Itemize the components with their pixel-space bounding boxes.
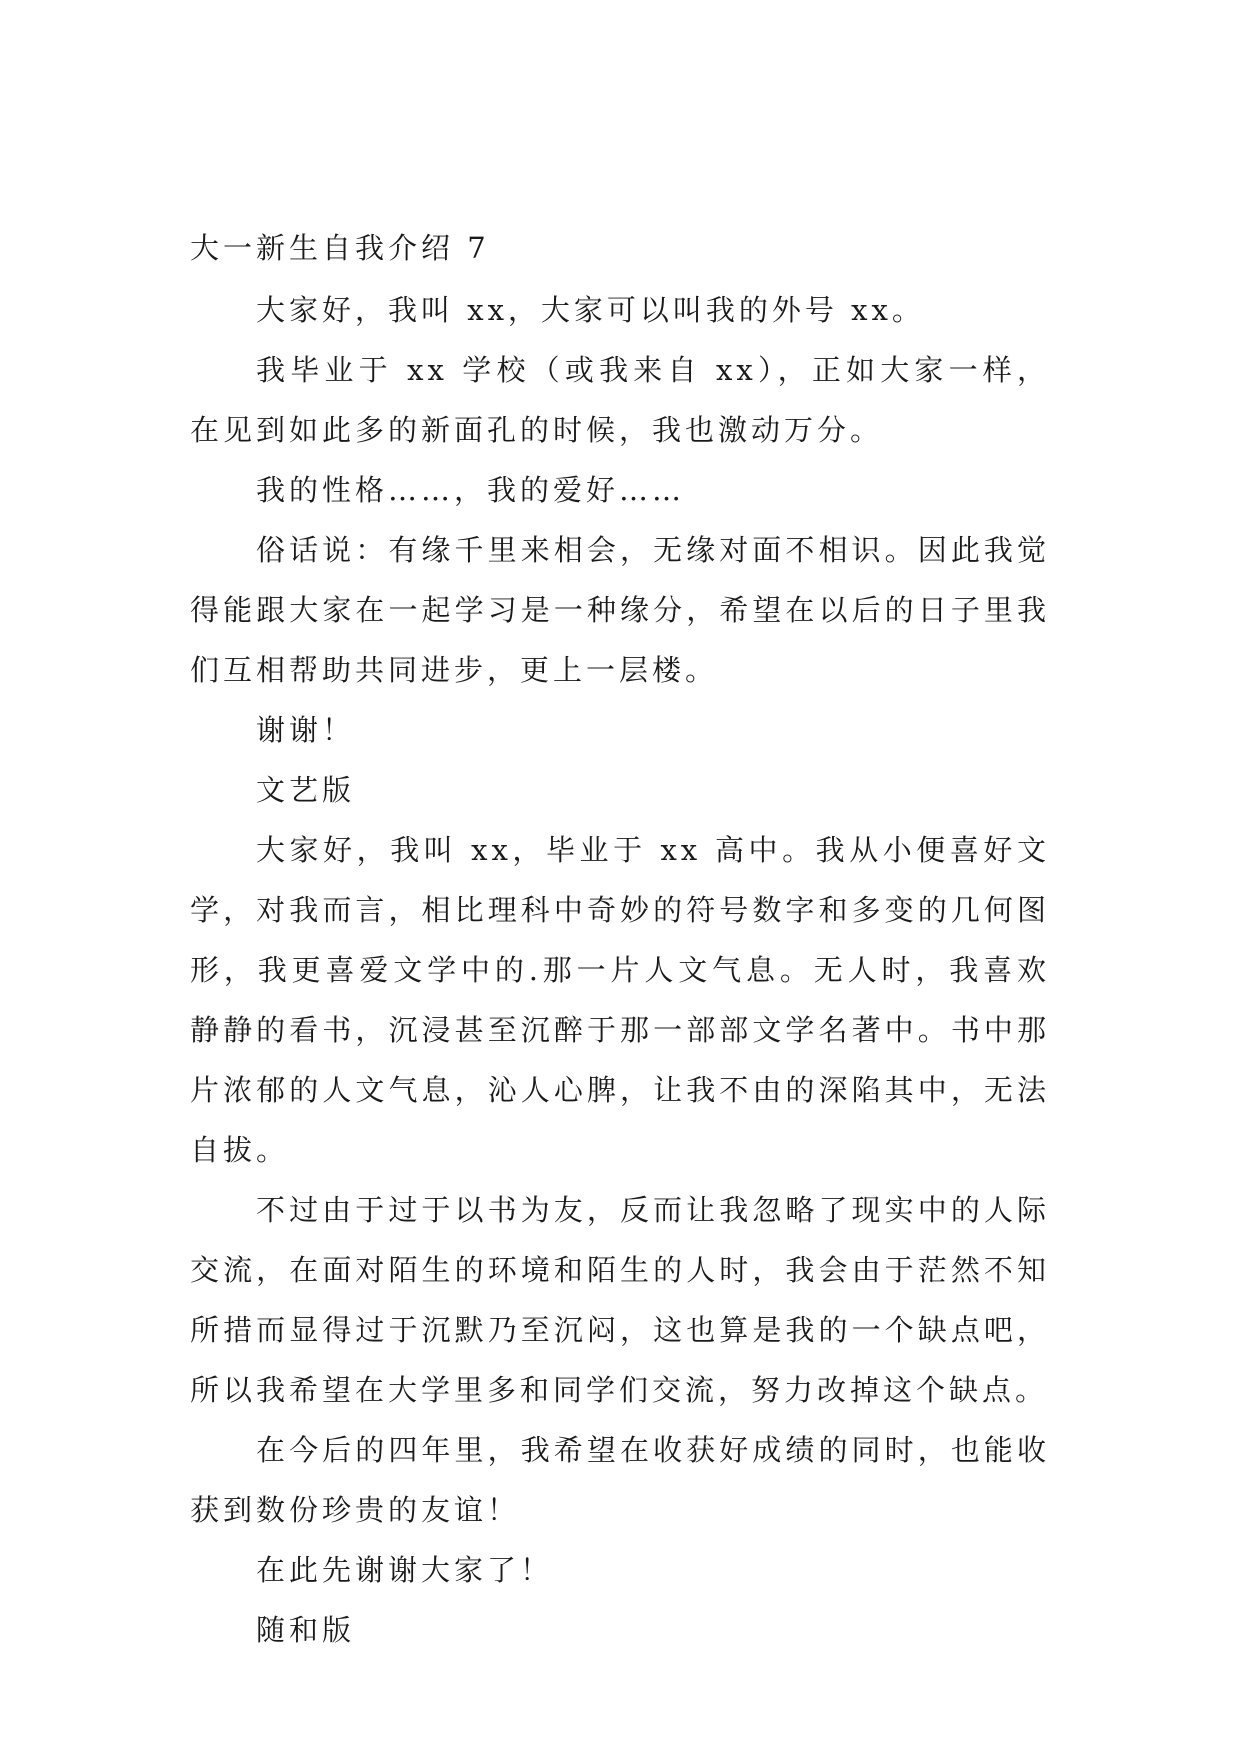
paragraph: 我的性格……，我的爱好…… bbox=[256, 473, 686, 507]
paragraph: 大家好，我叫 xx，毕业于 xx 高中。我从小便喜好文学，对我而言，相比理科中奇妙的符号数字和多变的几何图形，我更喜爱文学中的.那一片人文气息。无人时，我喜欢静静的看书，沉浸甚至沉醉于那一部部文学名著中。书中那片浓郁的人文气息，沁人心脾，让我不由的深陷其中，无法自拔。 bbox=[190, 833, 1050, 1167]
paragraph: 我毕业于 xx 学校（或我来自 xx），正如大家一样，在见到如此多的新面孔的时候，我也激动万分。 bbox=[190, 353, 1050, 447]
section-heading: 随和版 bbox=[256, 1613, 356, 1647]
paragraph: 大家好，我叫 xx，大家可以叫我的外号 xx。 bbox=[256, 293, 925, 327]
paragraph: 在此先谢谢大家了！ bbox=[256, 1553, 554, 1587]
paragraph: 谢谢！ bbox=[256, 713, 356, 747]
document-body bbox=[190, 218, 1050, 1660]
paragraph: 在今后的四年里，我希望在收获好成绩的同时，也能收获到数份珍贵的友谊！ bbox=[190, 1433, 1050, 1527]
document-title: 大一新生自我介绍 7 bbox=[190, 231, 490, 265]
section-heading: 文艺版 bbox=[256, 773, 356, 807]
paragraph: 俗话说：有缘千里来相会，无缘对面不相识。因此我觉得能跟大家在一起学习是一种缘分，希望在以后的日子里我们互相帮助共同进步，更上一层楼。 bbox=[190, 533, 1050, 687]
paragraph: 不过由于过于以书为友，反而让我忽略了现实中的人际交流，在面对陌生的环境和陌生的人时，我会由于茫然不知所措而显得过于沉默乃至沉闷，这也算是我的一个缺点吧，所以我希望在大学里多和同学们交流，努力改掉这个缺点。 bbox=[190, 1193, 1050, 1407]
